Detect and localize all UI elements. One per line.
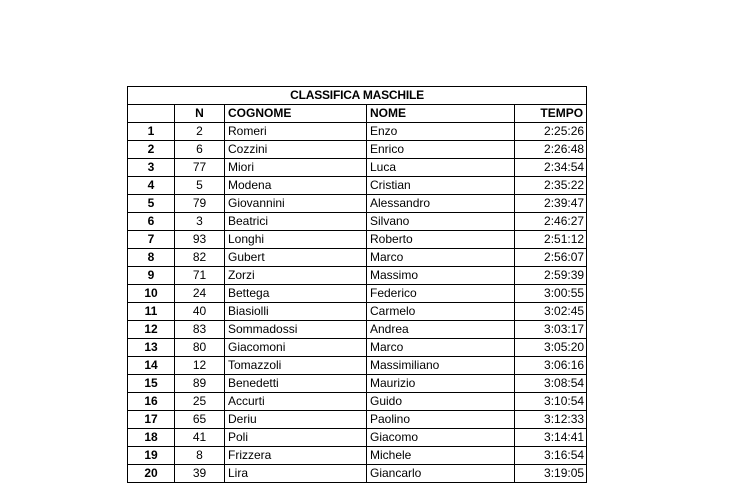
name-cell: Silvano (367, 213, 515, 231)
table-row (128, 357, 587, 375)
table-row (128, 465, 587, 483)
surname-cell: Lira (225, 465, 367, 483)
name-cell: Cristian (367, 177, 515, 195)
bib-number-cell: 93 (175, 231, 225, 249)
position-cell: 14 (128, 357, 175, 375)
position-cell: 11 (128, 303, 175, 321)
surname-cell: Cozzini (225, 141, 367, 159)
position-cell: 15 (128, 375, 175, 393)
time-cell: 3:00:55 (515, 285, 587, 303)
time-cell: 2:39:47 (515, 195, 587, 213)
surname-cell: Gubert (225, 249, 367, 267)
table-row (128, 339, 587, 357)
time-cell: 3:19:05 (515, 465, 587, 483)
surname-cell: Benedetti (225, 375, 367, 393)
time-cell: 3:06:16 (515, 357, 587, 375)
bib-number-cell: 83 (175, 321, 225, 339)
bib-number-cell: 41 (175, 429, 225, 447)
name-cell: Maurizio (367, 375, 515, 393)
table-row (128, 141, 587, 159)
surname-cell: Accurti (225, 393, 367, 411)
bib-number-cell: 40 (175, 303, 225, 321)
name-cell: Marco (367, 339, 515, 357)
position-cell: 5 (128, 195, 175, 213)
position-cell: 9 (128, 267, 175, 285)
name-cell: Enrico (367, 141, 515, 159)
bib-number-cell: 2 (175, 123, 225, 141)
bib-number-cell: 65 (175, 411, 225, 429)
table-row (128, 411, 587, 429)
name-cell: Enzo (367, 123, 515, 141)
table-title: CLASSIFICA MASCHILE (128, 87, 587, 105)
name-cell: Michele (367, 447, 515, 465)
bib-number-cell: 6 (175, 141, 225, 159)
position-cell: 13 (128, 339, 175, 357)
table-row (128, 159, 587, 177)
header-name: NOME (367, 105, 515, 123)
surname-cell: Beatrici (225, 213, 367, 231)
table-row (128, 303, 587, 321)
time-cell: 2:59:39 (515, 267, 587, 285)
name-cell: Luca (367, 159, 515, 177)
position-cell: 8 (128, 249, 175, 267)
table-row (128, 267, 587, 285)
table-row (128, 375, 587, 393)
surname-cell: Poli (225, 429, 367, 447)
table-row (128, 249, 587, 267)
surname-cell: Bettega (225, 285, 367, 303)
title-row (128, 87, 587, 105)
table-row (128, 393, 587, 411)
table-row (128, 447, 587, 465)
time-cell: 3:14:41 (515, 429, 587, 447)
time-cell: 2:51:12 (515, 231, 587, 249)
time-cell: 3:05:20 (515, 339, 587, 357)
header-position (128, 105, 175, 123)
bib-number-cell: 82 (175, 249, 225, 267)
name-cell: Giancarlo (367, 465, 515, 483)
header-surname: COGNOME (225, 105, 367, 123)
name-cell: Massimo (367, 267, 515, 285)
surname-cell: Tomazzoli (225, 357, 367, 375)
bib-number-cell: 77 (175, 159, 225, 177)
time-cell: 3:16:54 (515, 447, 587, 465)
time-cell: 2:34:54 (515, 159, 587, 177)
surname-cell: Deriu (225, 411, 367, 429)
time-cell: 2:56:07 (515, 249, 587, 267)
bib-number-cell: 12 (175, 357, 225, 375)
position-cell: 10 (128, 285, 175, 303)
time-cell: 2:35:22 (515, 177, 587, 195)
bib-number-cell: 8 (175, 447, 225, 465)
bib-number-cell: 24 (175, 285, 225, 303)
position-cell: 19 (128, 447, 175, 465)
name-cell: Giacomo (367, 429, 515, 447)
table-row (128, 177, 587, 195)
surname-cell: Modena (225, 177, 367, 195)
name-cell: Paolino (367, 411, 515, 429)
position-cell: 20 (128, 465, 175, 483)
bib-number-cell: 89 (175, 375, 225, 393)
position-cell: 2 (128, 141, 175, 159)
surname-cell: Romeri (225, 123, 367, 141)
time-cell: 2:26:48 (515, 141, 587, 159)
position-cell: 16 (128, 393, 175, 411)
position-cell: 18 (128, 429, 175, 447)
name-cell: Alessandro (367, 195, 515, 213)
bib-number-cell: 5 (175, 177, 225, 195)
results-table (127, 86, 587, 483)
surname-cell: Biasiolli (225, 303, 367, 321)
position-cell: 17 (128, 411, 175, 429)
table-row (128, 213, 587, 231)
name-cell: Roberto (367, 231, 515, 249)
surname-cell: Sommadossi (225, 321, 367, 339)
surname-cell: Giacomoni (225, 339, 367, 357)
bib-number-cell: 79 (175, 195, 225, 213)
bib-number-cell: 39 (175, 465, 225, 483)
header-number: N (175, 105, 225, 123)
position-cell: 12 (128, 321, 175, 339)
table-row (128, 195, 587, 213)
name-cell: Guido (367, 393, 515, 411)
bib-number-cell: 80 (175, 339, 225, 357)
name-cell: Massimiliano (367, 357, 515, 375)
surname-cell: Miori (225, 159, 367, 177)
time-cell: 2:46:27 (515, 213, 587, 231)
bib-number-cell: 3 (175, 213, 225, 231)
time-cell: 3:10:54 (515, 393, 587, 411)
position-cell: 6 (128, 213, 175, 231)
table-row (128, 321, 587, 339)
time-cell: 3:03:17 (515, 321, 587, 339)
header-row (128, 105, 587, 123)
table-row (128, 123, 587, 141)
time-cell: 3:02:45 (515, 303, 587, 321)
time-cell: 3:12:33 (515, 411, 587, 429)
name-cell: Federico (367, 285, 515, 303)
time-cell: 2:25:26 (515, 123, 587, 141)
position-cell: 7 (128, 231, 175, 249)
table-row (128, 285, 587, 303)
table-row (128, 429, 587, 447)
position-cell: 1 (128, 123, 175, 141)
name-cell: Andrea (367, 321, 515, 339)
position-cell: 4 (128, 177, 175, 195)
surname-cell: Frizzera (225, 447, 367, 465)
position-cell: 3 (128, 159, 175, 177)
surname-cell: Longhi (225, 231, 367, 249)
header-time: TEMPO (515, 105, 587, 123)
bib-number-cell: 25 (175, 393, 225, 411)
surname-cell: Zorzi (225, 267, 367, 285)
name-cell: Carmelo (367, 303, 515, 321)
name-cell: Marco (367, 249, 515, 267)
bib-number-cell: 71 (175, 267, 225, 285)
time-cell: 3:08:54 (515, 375, 587, 393)
surname-cell: Giovannini (225, 195, 367, 213)
table-row (128, 231, 587, 249)
